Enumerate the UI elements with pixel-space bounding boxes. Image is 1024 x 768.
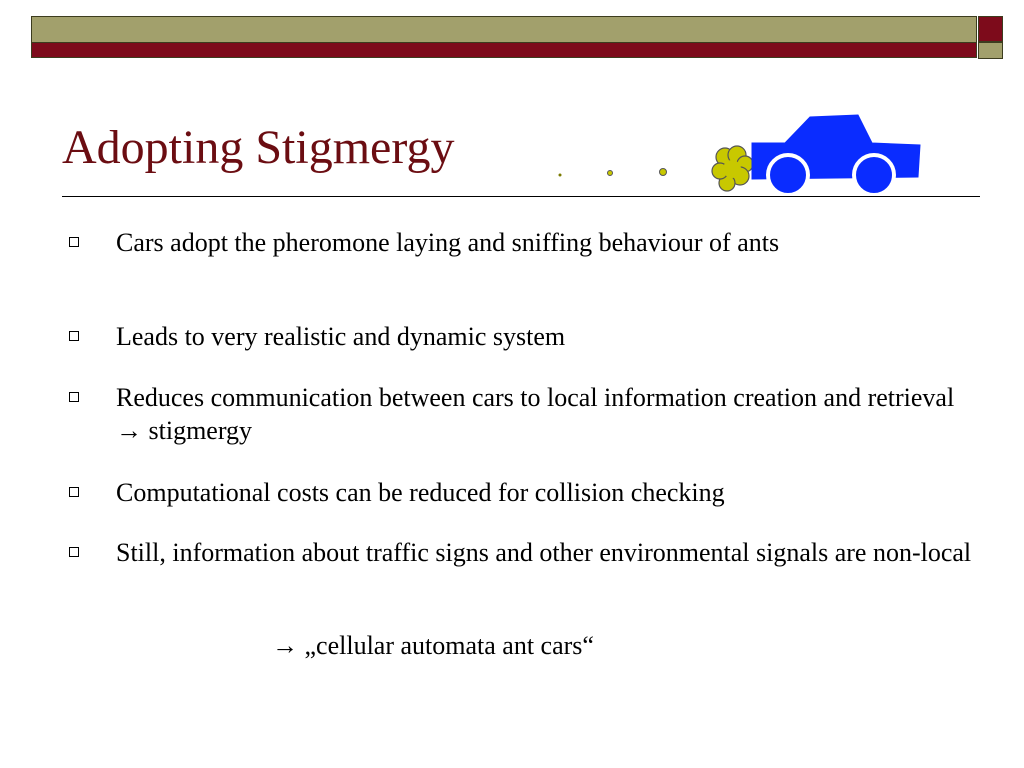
- bullet-item: [116, 320, 976, 353]
- square-bullet-icon: [69, 237, 79, 247]
- conclusion-text: → „cellular automata ant cars“: [272, 631, 594, 660]
- exhaust-dot-3: [660, 169, 667, 176]
- square-bullet-icon: [69, 487, 79, 497]
- header-corner-block-lower: [978, 42, 1003, 59]
- exhaust-dot-1: [559, 174, 562, 177]
- header-band-maroon: [32, 42, 976, 57]
- exhaust-dot-2: [608, 171, 613, 176]
- bullet-text: Still, information about traffic signs and other environmental signals are non-local: [116, 538, 972, 567]
- bullet-item: [116, 381, 976, 447]
- bullet-item: [116, 476, 976, 509]
- bullet-text: Cars adopt the pheromone laying and sniffing behaviour of ants: [116, 228, 780, 257]
- car-icon: [752, 115, 920, 195]
- exhaust-cloud-icon: [712, 146, 753, 191]
- title-divider: [62, 196, 980, 197]
- header-band: [31, 16, 977, 58]
- square-bullet-icon: [69, 392, 79, 402]
- bullet-text: Computational costs can be reduced for collision checking: [116, 478, 725, 507]
- car-illustration: [540, 105, 930, 200]
- bullet-text: Reduces communication between cars to local information creation and retrieval → stigmergy: [116, 383, 955, 445]
- slide-title: Adopting Stigmergy: [62, 121, 455, 174]
- square-bullet-icon: [69, 331, 79, 341]
- header-corner-block: [978, 16, 1003, 42]
- bullet-text: Leads to very realistic and dynamic system: [116, 322, 566, 351]
- header-band-olive: [32, 17, 976, 42]
- bullet-item: [116, 536, 976, 569]
- bullet-item: [116, 226, 976, 259]
- square-bullet-icon: [69, 547, 79, 557]
